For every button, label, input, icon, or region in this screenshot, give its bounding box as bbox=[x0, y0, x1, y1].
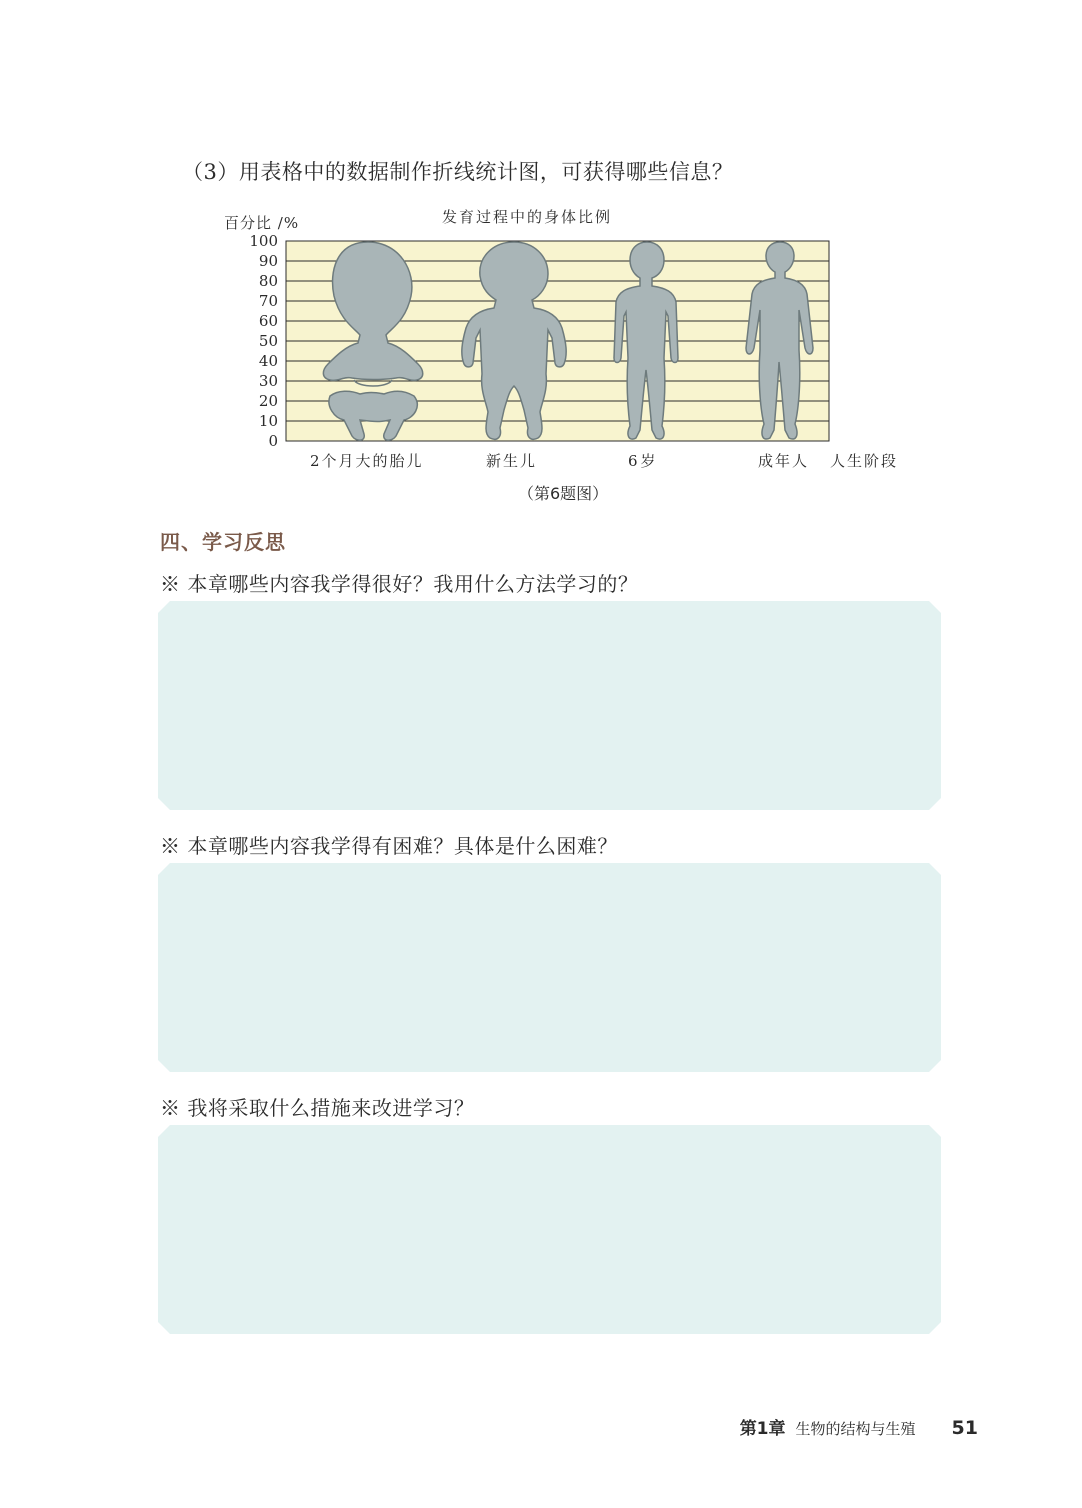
y-tick-label: 40 bbox=[258, 352, 278, 370]
chapter-number: 第1章 bbox=[739, 1419, 786, 1439]
figure-caption: （第6题图） bbox=[518, 484, 609, 503]
question-3-text: （3）用表格中的数据制作折线统计图，可获得哪些信息？ bbox=[182, 160, 734, 184]
figure-title: 发育过程中的身体比例 bbox=[442, 208, 613, 226]
answer-box-3[interactable] bbox=[158, 1125, 941, 1334]
section-title-reflection: 四、学习反思 bbox=[160, 530, 286, 554]
body-proportion-figure bbox=[218, 198, 918, 508]
reflection-prompt-1: ※ 本章哪些内容我学得很好？我用什么方法学习的？ bbox=[160, 572, 639, 596]
x-axis-unit: 人生阶段 bbox=[830, 452, 899, 470]
stage-label-adult: 成年人 bbox=[758, 452, 810, 470]
y-tick-label: 80 bbox=[258, 272, 278, 290]
y-tick-label: 0 bbox=[268, 432, 278, 450]
y-tick-label: 70 bbox=[258, 292, 278, 310]
stage-label-fetus: 2个月大的胎儿 bbox=[310, 452, 424, 470]
answer-box-2[interactable] bbox=[158, 863, 941, 1072]
reflection-prompt-2: ※ 本章哪些内容我学得有困难？具体是什么困难？ bbox=[160, 834, 618, 858]
y-tick-label: 100 bbox=[249, 232, 278, 250]
y-tick-label: 50 bbox=[258, 332, 278, 350]
y-tick-labels bbox=[249, 232, 278, 450]
stage-label-newborn: 新生儿 bbox=[486, 452, 538, 470]
y-axis-unit: 百分比 /% bbox=[224, 214, 300, 232]
reflection-prompt-3: ※ 我将采取什么措施来改进学习？ bbox=[160, 1096, 475, 1120]
y-tick-label: 20 bbox=[258, 392, 278, 410]
y-tick-label: 60 bbox=[258, 312, 278, 330]
chapter-name: 生物的结构与生殖 bbox=[795, 1420, 916, 1438]
page-footer bbox=[740, 1414, 978, 1439]
y-tick-label: 30 bbox=[258, 372, 278, 390]
proportion-chart bbox=[218, 198, 918, 478]
y-tick-label: 90 bbox=[258, 252, 278, 270]
y-tick-label: 10 bbox=[258, 412, 278, 430]
answer-box-1[interactable] bbox=[158, 601, 941, 810]
page-number: 51 bbox=[951, 1417, 978, 1439]
stage-label-age-6: 6岁 bbox=[628, 452, 659, 470]
